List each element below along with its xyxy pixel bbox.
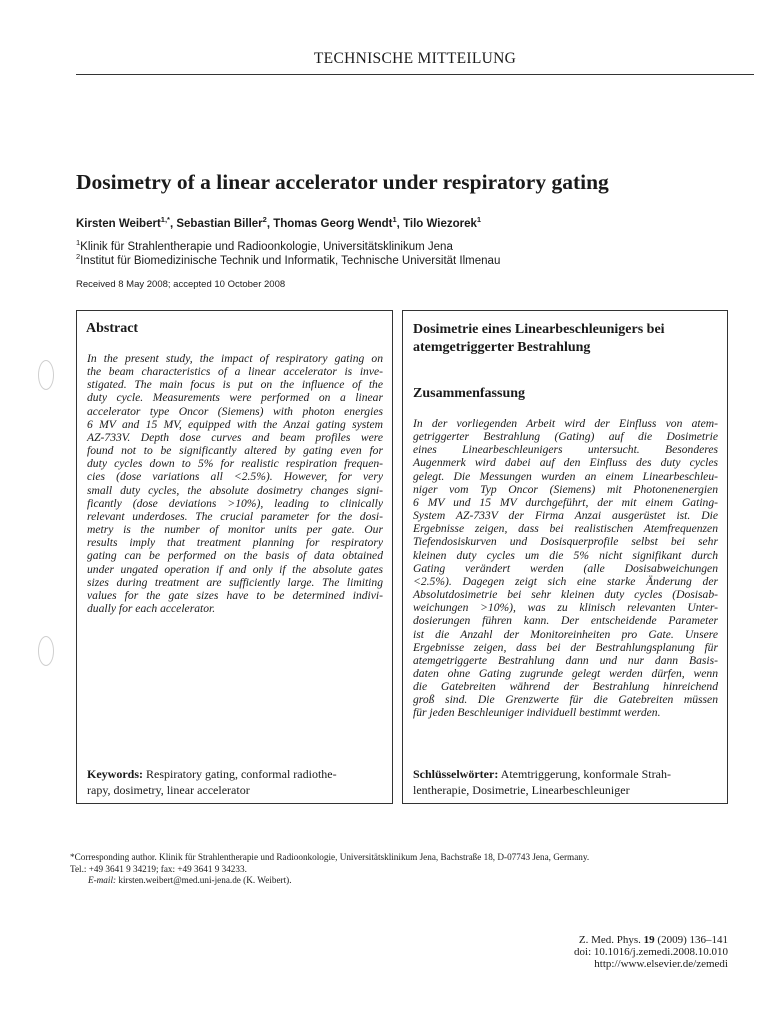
punch-hole-mark — [38, 360, 54, 390]
journal-volume: 19 — [643, 934, 655, 946]
paragraph-line: für jeden Beschleuniger individuell bestimmt werden. — [413, 706, 661, 720]
paragraph-line: gelegt. Die Messungen wurden an einem Linearbeschleu- — [413, 469, 718, 483]
paragraph-line: groß sind. Die Grenzwerte für die Gatebreiten müssen — [413, 693, 718, 707]
paragraph-line: niger vom Typ Oncor (Siemens) mit Photonenenergien — [413, 482, 718, 496]
paragraph-line: accelerator type Oncor (Siemens) with photon energies — [87, 404, 383, 418]
email-label: E-mail: — [88, 875, 117, 885]
german-title-line: atemgetriggerter Bestrahlung — [413, 340, 591, 355]
paragraph-line: In the present study, the impact of respiratory gating on — [87, 352, 383, 365]
paragraph-line: weichungen >10%), was zu klinisch relevanten Unter- — [413, 601, 718, 615]
journal-citation — [574, 934, 728, 970]
paragraph-line: atemgetriggerte Bestrahlung dann und nur dann Basis- — [413, 653, 718, 667]
punch-hole-mark — [38, 636, 54, 666]
paragraph-line: 6 MV and 15 MV, equipped with the Anzai gating system — [87, 417, 383, 431]
citation-journal — [574, 934, 728, 946]
author-sup: 2 — [262, 215, 267, 224]
paragraph-line: found not to be significantly altered by gating even for — [87, 444, 383, 458]
paragraph-line: relevant underdoses. The crucial parameter for the dosi- — [87, 509, 383, 523]
author-list: Kirsten Weibert$^{1,*}$, Sebastian Biller$^2$, Thomas Georg Wendt$^1$, Tilo Wiezorek$^1$ — [76, 215, 482, 230]
paragraph-line: AZ-733V. Depth dose curves and beam profiles were — [87, 430, 383, 444]
affiliation — [76, 252, 756, 267]
abstract-body — [87, 352, 383, 615]
paragraph-line: dually for each accelerator. — [87, 601, 216, 615]
paragraph-line: daten ohne Gating zugrunde gelegt werden dürfen, wenn — [413, 666, 718, 680]
paragraph-line: gating can be performed on the basis of data obtained — [87, 549, 383, 563]
paragraph-line: Gating verändert werden (alle Dosisabweichungen — [413, 561, 718, 575]
paragraph-line: Absolutdosimetrie bei sehr kleinen duty cycles (Dosisab- — [413, 588, 718, 602]
affiliation-sup: 1 — [76, 238, 81, 247]
section-header: TECHNISCHE MITTEILUNG — [313, 50, 517, 67]
keywords-text: Atemtriggerung, konformale Strah- — [500, 767, 671, 781]
citation-doi: doi: 10.1016/j.zemedi.2008.10.010 — [574, 946, 728, 958]
paragraph-line: metry is the number of monitor units per gate. Our — [87, 523, 383, 537]
paragraph-line: Ergebnisse zeigen, dass bei realistischen Atemfrequenzen — [413, 522, 718, 536]
paragraph-line: getriggerter Bestrahlung (Gating) auf die Dosimetrie — [413, 430, 718, 444]
zusammenfassung-body — [413, 417, 718, 720]
author-sup: 1,* — [160, 215, 170, 224]
paragraph-line: In der vorliegenden Arbeit wird der Einfluss von atem- — [413, 417, 718, 430]
paragraph-line: cies (dose variations all <2.5%). However, for very — [87, 470, 383, 484]
author-name: Tilo Wiezorek — [403, 217, 477, 230]
paragraph-line: small duty cycles, the absolute dosimetry changes signi- — [87, 483, 383, 497]
zusammenfassung-heading: Zusammenfassung — [413, 386, 526, 401]
author-sup: 1 — [476, 215, 482, 224]
header-rule — [76, 74, 754, 75]
paragraph-line: ficantly (dose deviations >10%), leading to clinically — [87, 496, 383, 510]
footnote-line: *Corresponding author. Klinik für Strahlentherapie und Radioonkologie, Universitätsklinikum Jena, Bachstraße 18, D-07743 Jena, Germany. — [70, 852, 590, 862]
journal-name: Z. Med. Phys. — [578, 934, 641, 946]
author-name: Kirsten Weibert — [76, 217, 161, 230]
paragraph-line: kleinen duty cycles um die 5% nicht signifikant durch — [413, 548, 718, 562]
keywords-label: Schlüsselwörter: — [413, 767, 499, 781]
paragraph-line: 6 MV und 15 MV durchgeführt, der mit einem Gating- — [413, 495, 718, 509]
footnote-email — [70, 875, 730, 887]
paragraph-line: System AZ-733V der Firma Anzai ausgerüstet ist. Die — [413, 509, 718, 523]
author-name: Thomas Georg Wendt — [273, 217, 393, 230]
author-sup: 1 — [392, 215, 397, 224]
keywords-text: rapy, dosimetry, linear accelerator — [87, 783, 250, 797]
paragraph-line: sizes during treatment are sufficiently large. The limiting — [87, 575, 383, 589]
article-title: Dosimetry of a linear accelerator under respiratory gating — [76, 170, 609, 194]
footnote-line: Tel.: +49 3641 9 34219; fax: +49 3641 9 34233. — [70, 863, 247, 874]
paragraph-line: under ungated operation if and only if the absolute gates — [87, 562, 383, 576]
paragraph-line: duty cycles down to 5% for realistic respiration frequen- — [87, 457, 383, 471]
received-date: Received 8 May 2008; accepted 10 October 2008 — [76, 279, 286, 290]
paragraph-line: Augenmerk wird dabei auf den Einfluss des duty cycles — [413, 456, 718, 470]
affiliation-text: Institut für Biomedizinische Technik und Informatik, Technische Universität Ilmenau — [80, 254, 501, 267]
paragraph-line: <2.5%). Dagegen zeigt sich eine starke Änderung der — [413, 574, 718, 588]
paragraph-line: Ergebnisse zeigen, dass bei der Bestrahlungsplanung für — [413, 640, 718, 654]
paragraph-line: die Gatebreiten während der Bestrahlung hinreichend — [413, 680, 718, 694]
affiliation-text: Klinik für Strahlentherapie und Radioonkologie, Universitätsklinikum Jena — [80, 240, 453, 253]
journal-pages: (2009) 136–141 — [657, 934, 728, 946]
german-title — [413, 321, 719, 357]
paragraph-line: eines Linearbeschleunigers untersucht. Besonderes — [413, 443, 718, 457]
affiliation-sup: 2 — [76, 252, 81, 261]
german-keywords — [413, 766, 718, 798]
paragraph-line: the beam characteristics of a linear accelerator is inve- — [87, 365, 383, 379]
corresponding-author-footnote — [70, 852, 730, 887]
paragraph-line: Tiefendosiskurven und Dosisquerprofile selbst bei sehr — [413, 535, 718, 549]
keywords-text: Respiratory gating, conformal radiothe- — [146, 767, 337, 781]
paragraph-line: dosierungen führen kann. Der entscheidende Parameter — [413, 614, 718, 628]
affiliation — [76, 238, 756, 253]
paragraph-line: values for the gate sizes have to be determined indivi- — [87, 588, 383, 602]
author-name: Sebastian Biller — [176, 217, 263, 230]
abstract-keywords — [87, 766, 383, 798]
abstract-box — [76, 310, 393, 804]
citation-url[interactable]: http://www.elsevier.de/zemedi — [594, 958, 728, 970]
paragraph-line: results imply that treatment planning for respiratory — [87, 536, 383, 550]
keywords-text: lentherapie, Dosimetrie, Linearbeschleuniger — [413, 783, 630, 797]
paragraph-line: ist die Anzahl der Monitoreinheiten pro Gate. Unsere — [413, 627, 718, 641]
german-title-line: Dosimetrie eines Linearbeschleunigers bei — [413, 322, 665, 337]
abstract-heading: Abstract — [86, 321, 139, 336]
paragraph-line: duty cycle. Measurements were performed on a linear — [87, 391, 383, 405]
keywords-label: Keywords: — [87, 767, 143, 781]
zusammenfassung-box — [402, 310, 728, 804]
paragraph-line: stigated. The main focus is put on the influence of the — [87, 378, 383, 392]
email-address: kirsten.weibert@med.uni-jena.de (K. Weibert). — [118, 875, 292, 885]
